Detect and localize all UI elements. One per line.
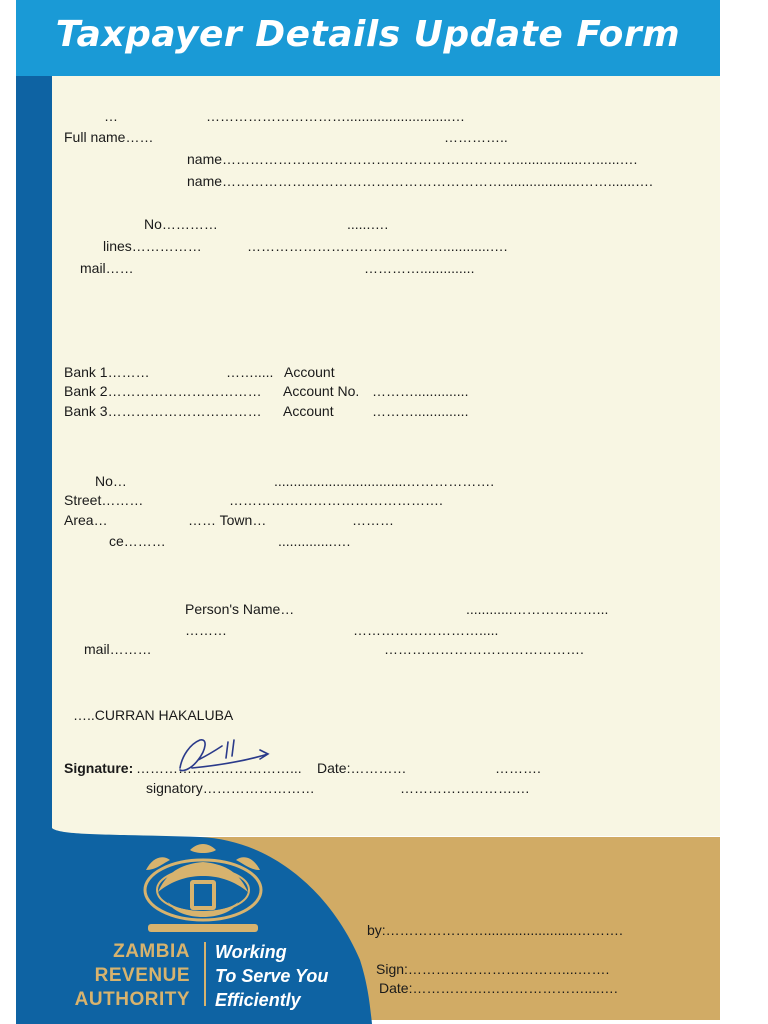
address-no-value: ..................................………………. <box>274 473 495 489</box>
signatory-label: signatory…………………… <box>146 780 315 796</box>
address-no-label: No… <box>95 473 127 489</box>
full-name-value: ………….. <box>444 129 508 145</box>
lines-label: lines…………… <box>103 238 202 254</box>
slogan-line-3: Efficiently <box>215 990 301 1010</box>
bank-3-account-value: ……….............. <box>372 403 469 419</box>
phone-no-label: No………… <box>144 216 218 232</box>
footer-date-label: Date:…………….…………………....…. <box>379 980 618 996</box>
signature-label: Signature: <box>64 760 134 776</box>
footer-sign-label: Sign:……………………………....……. <box>376 961 610 977</box>
street-value: ………………………………………. <box>229 492 443 508</box>
town-label: …… Town… <box>188 512 267 528</box>
signatory-value: …………………….… <box>400 780 530 796</box>
declarant-name: …..CURRAN HAKALUBA <box>73 707 234 723</box>
org-name-line-1: ZAMBIA <box>113 941 190 962</box>
email-value: ………….............. <box>364 260 475 276</box>
contact-person-mail-value: ……………………………………. <box>384 641 584 657</box>
bank-1-mid: ……..... <box>226 364 274 380</box>
organization-slogan <box>215 940 328 1012</box>
slogan-line-1: Working <box>215 942 287 962</box>
bank-2-account-label: Account No. <box>283 383 360 399</box>
phone-no-value: ......…. <box>347 216 389 232</box>
full-name-label: Full name…… <box>64 129 154 145</box>
signature-date-label: Date:………… <box>317 760 407 776</box>
town-value: ……… <box>352 512 394 528</box>
org-name-line-2: REVENUE <box>94 965 190 986</box>
province-value: ..............…. <box>278 533 351 549</box>
form-title: Taxpayer Details Update Form <box>55 14 681 55</box>
email-label: mail…… <box>80 260 134 276</box>
street-label: Street……… <box>64 492 144 508</box>
received-by-label: by:…………………........................………. <box>367 922 623 938</box>
contact-person-line2-label: ……… <box>185 622 227 638</box>
area-label: Area… <box>64 512 108 528</box>
organization-name <box>54 940 190 1012</box>
org-divider <box>204 942 206 1006</box>
signature-dots: ……………………………... <box>136 760 302 776</box>
name-line-1: name……………………………………………………….................…......…. <box>187 151 638 167</box>
coat-of-arms-emblem <box>128 840 278 938</box>
taxpayer-line-b: …………………………...........................… <box>206 108 466 124</box>
contact-person-line2-value: ………………………..... <box>353 622 499 638</box>
name-line-2: name……………………………………………………....................…….......…. <box>187 173 653 189</box>
slogan-line-2: To Serve You <box>215 966 329 986</box>
contact-person-mail-label: mail……… <box>84 641 152 657</box>
bank-2-label: Bank 2…………………………… <box>64 383 262 399</box>
bank-1-label: Bank 1……… <box>64 364 150 380</box>
bank-3-label: Bank 3…………………………… <box>64 403 262 419</box>
bank-2-account-value: ……….............. <box>372 383 469 399</box>
province-label: ce……… <box>109 533 166 549</box>
taxpayer-line-a: … <box>104 108 118 124</box>
bank-1-account-label: Account <box>284 364 335 380</box>
lines-value: ……………………………………............…. <box>247 238 508 254</box>
org-name-line-3: AUTHORITY <box>74 989 190 1010</box>
bank-3-account-label: Account <box>283 403 334 419</box>
contact-person-name-label: Person's Name… <box>185 601 295 617</box>
contact-person-name-value: ............………………... <box>466 601 609 617</box>
signature-date-extra: ………. <box>495 760 541 776</box>
